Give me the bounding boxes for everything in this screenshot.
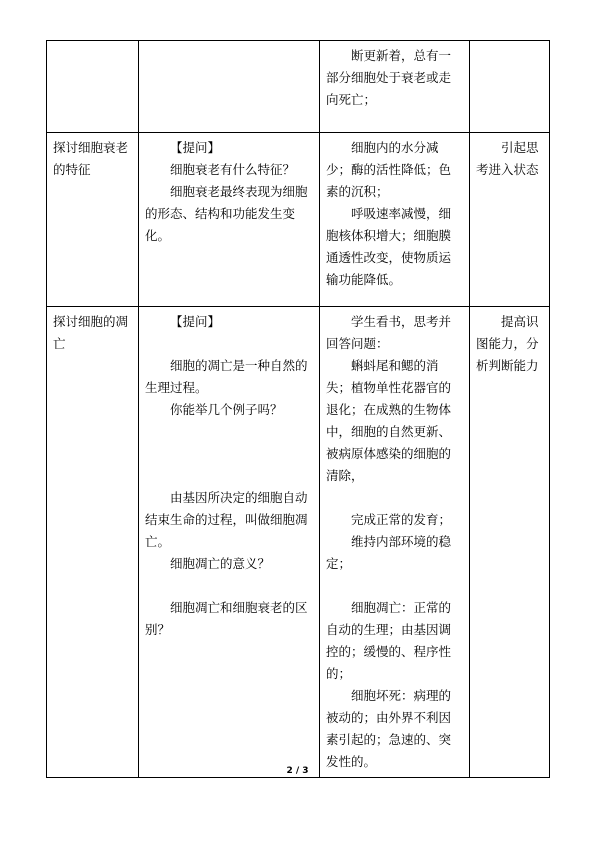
- teacher-text: 你能举几个例子吗？: [170, 402, 283, 417]
- teacher-cell: [139, 41, 320, 133]
- student-cell: [320, 307, 470, 778]
- student-text: 完成正常的发育；: [351, 512, 452, 527]
- student-cell: [320, 41, 470, 133]
- table-row: [47, 307, 550, 778]
- spacer: [145, 333, 313, 355]
- student-text: 断更新着，总有一部分细胞处于衰老或走向死亡；: [326, 48, 452, 107]
- teacher-cell: [139, 133, 320, 307]
- topic-text: 探讨细胞衰老的特征: [53, 140, 129, 177]
- purpose-cell: [470, 307, 550, 778]
- student-text: 细胞坏死：病理的被动的；由外界不利因素引起的；急速的、突发性的。: [326, 688, 452, 769]
- student-text: 维持内部环境的稳定；: [326, 534, 452, 571]
- student-text: 呼吸速率减慢，细胞核体积增大；细胞膜通透性改变，使物质运输功能降低。: [326, 206, 452, 287]
- student-text: 学生看书，思考并回答问题：: [326, 314, 452, 351]
- spacer: [326, 575, 463, 597]
- purpose-text: 提高识图能力，分析判断能力: [476, 314, 539, 373]
- teacher-text: 细胞凋亡的意义？: [170, 556, 271, 571]
- spacer: [326, 487, 463, 509]
- student-cell: [320, 133, 470, 307]
- lesson-plan-table: [46, 40, 550, 778]
- spacer: [145, 421, 313, 465]
- purpose-text: 引起思考进入状态: [476, 140, 539, 177]
- teacher-text: 由基因所决定的细胞自动结束生命的过程，叫做细胞凋亡。: [145, 490, 308, 549]
- teacher-text: 细胞衰老最终表现为细胞的形态、结构和功能发生变化。: [145, 184, 308, 243]
- purpose-cell: [470, 41, 550, 133]
- topic-text: 探讨细胞的凋亡: [53, 314, 129, 351]
- topic-cell: [47, 41, 139, 133]
- teacher-cell: [139, 307, 320, 778]
- teacher-text: 细胞衰老有什么特征？: [170, 162, 296, 177]
- question-label: 【提问】: [170, 314, 221, 329]
- purpose-cell: [470, 133, 550, 307]
- topic-cell: [47, 307, 139, 778]
- topic-cell: [47, 133, 139, 307]
- student-text: 蝌蚪尾和鳃的消失；植物单性花器官的退化；在成熟的生物体中，细胞的自然更新、被病原体感染的细胞的清除，: [326, 358, 452, 483]
- teacher-text: 细胞的凋亡是一种自然的生理过程。: [145, 358, 308, 395]
- student-text: 细胞凋亡：正常的自动的生理；由基因调控的；缓慢的、程序性的；: [326, 600, 452, 681]
- teacher-text: 细胞凋亡和细胞衰老的区别？: [145, 600, 308, 637]
- page-number: 2 / 3: [286, 766, 309, 776]
- question-label: 【提问】: [170, 140, 221, 155]
- student-text: 细胞内的水分减少；酶的活性降低；色素的沉积；: [326, 140, 452, 199]
- spacer: [145, 575, 313, 597]
- table-row: [47, 41, 550, 133]
- spacer: [145, 465, 313, 487]
- table-row: [47, 133, 550, 307]
